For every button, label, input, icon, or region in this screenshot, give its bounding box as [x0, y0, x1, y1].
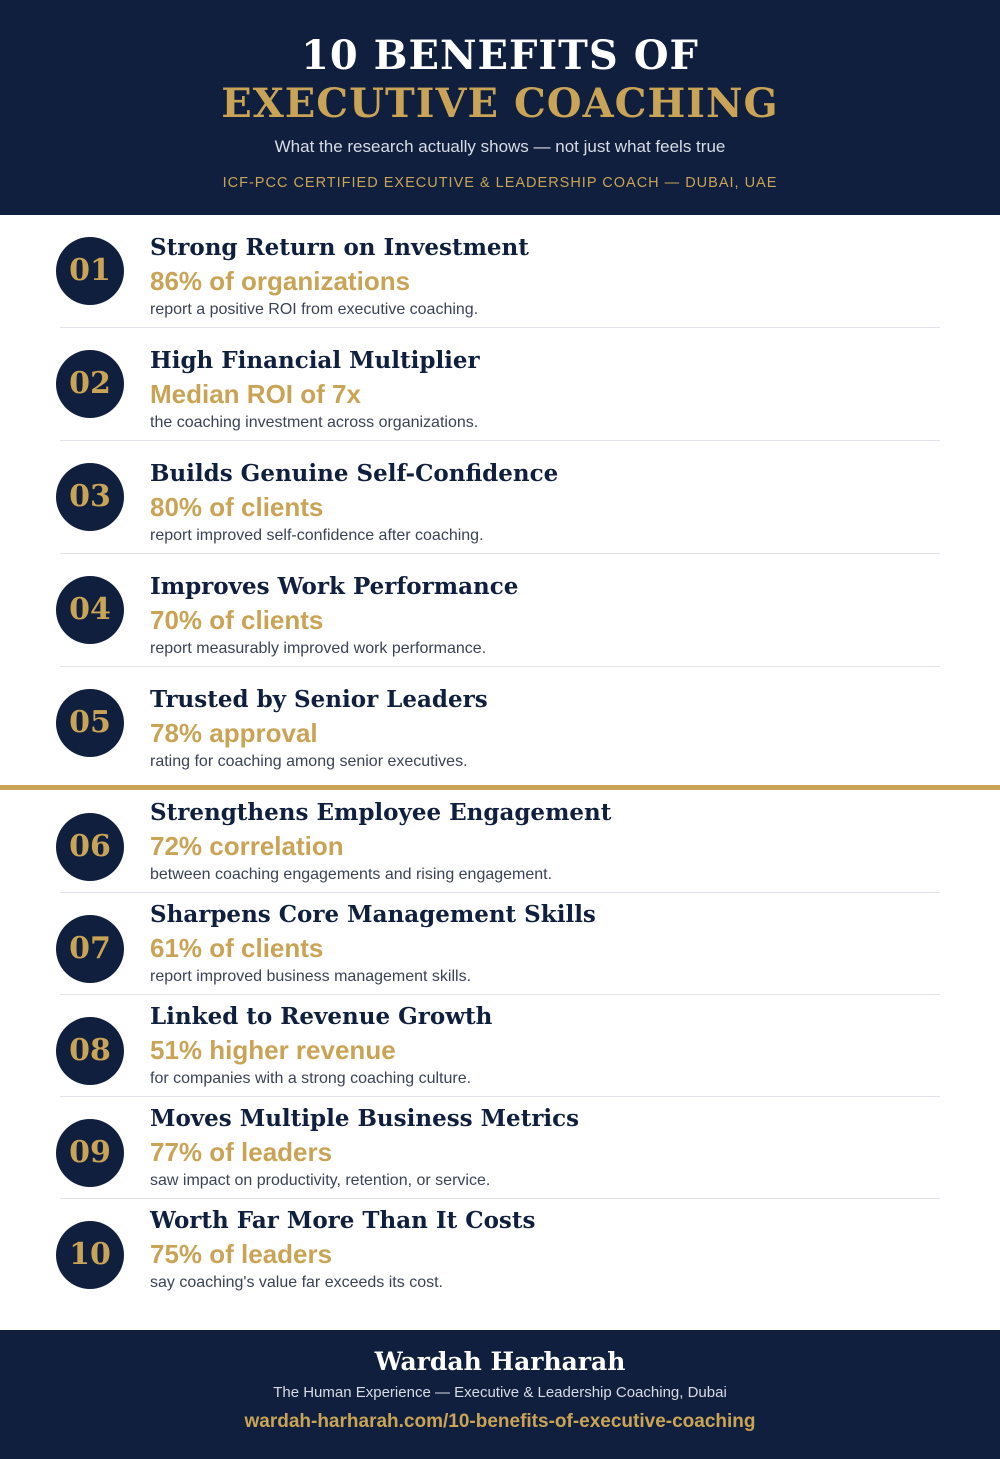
- divider: [60, 327, 940, 328]
- benefit-number-badge: 01: [56, 237, 124, 305]
- divider: [60, 892, 940, 893]
- divider: [60, 553, 940, 554]
- credential-line: ICF-PCC CERTIFIED EXECUTIVE & LEADERSHIP COACH — DUBAI, UAE: [222, 175, 778, 191]
- benefit-title: High Financial Multiplier: [150, 347, 480, 374]
- benefit-number-badge: 08: [56, 1017, 124, 1085]
- title-line-2: EXECUTIVE COACHING: [221, 80, 779, 127]
- benefit-title: Strong Return on Investment: [150, 234, 529, 261]
- benefit-number-badge: 05: [56, 689, 124, 757]
- benefit-title: Trusted by Senior Leaders: [150, 686, 488, 713]
- benefit-number-badge: 04: [56, 576, 124, 644]
- benefit-title: Sharpens Core Management Skills: [150, 901, 596, 928]
- benefit-number-badge: 07: [56, 915, 124, 983]
- benefit-description: saw impact on productivity, retention, or service.: [150, 1172, 491, 1189]
- title-line-1: 10 BENEFITS OF: [301, 32, 699, 79]
- header-banner: [0, 0, 1000, 215]
- benefit-number-badge: 09: [56, 1119, 124, 1187]
- benefit-title: Improves Work Performance: [150, 573, 519, 600]
- benefit-title: Builds Genuine Self-Confidence: [150, 460, 559, 487]
- benefit-stat: Median ROI of 7x: [150, 379, 361, 409]
- divider: [60, 1198, 940, 1199]
- benefit-title: Linked to Revenue Growth: [150, 1003, 493, 1030]
- benefit-number-badge: 02: [56, 350, 124, 418]
- author-name: Wardah Harharah: [374, 1347, 626, 1376]
- divider: [60, 666, 940, 667]
- benefit-description: between coaching engagements and rising engagement.: [150, 866, 553, 883]
- benefit-stat: 86% of organizations: [150, 266, 411, 296]
- benefit-description: report measurably improved work performance.: [150, 640, 487, 657]
- benefit-stat: 75% of leaders: [150, 1239, 333, 1269]
- benefit-stat: 80% of clients: [150, 492, 324, 522]
- website-link[interactable]: wardah-harharah.com/10-benefits-of-executive-coaching: [244, 1411, 756, 1432]
- benefit-description: say coaching's value far exceeds its cost.: [150, 1274, 443, 1291]
- benefit-title: Worth Far More Than It Costs: [150, 1207, 536, 1234]
- benefit-stat: 78% approval: [150, 718, 318, 748]
- section-divider-gold: [0, 785, 1000, 790]
- benefit-title: Moves Multiple Business Metrics: [150, 1105, 580, 1132]
- divider: [60, 440, 940, 441]
- author-tagline: The Human Experience — Executive & Leadership Coaching, Dubai: [273, 1384, 727, 1401]
- benefit-description: report improved business management skills.: [150, 968, 472, 985]
- divider: [60, 1096, 940, 1097]
- footer-banner: [0, 1330, 1000, 1459]
- benefit-description: for companies with a strong coaching culture.: [150, 1070, 472, 1087]
- benefit-number-badge: 03: [56, 463, 124, 531]
- benefit-stat: 72% correlation: [150, 831, 344, 861]
- benefit-description: rating for coaching among senior executives.: [150, 753, 468, 770]
- benefit-stat: 51% higher revenue: [150, 1035, 396, 1065]
- benefit-description: report improved self-confidence after coaching.: [150, 527, 484, 544]
- benefit-stat: 61% of clients: [150, 933, 324, 963]
- benefit-description: report a positive ROI from executive coaching.: [150, 301, 479, 318]
- subtitle: What the research actually shows — not just what feels true: [274, 137, 726, 156]
- benefit-stat: 77% of leaders: [150, 1137, 333, 1167]
- benefit-description: the coaching investment across organizations.: [150, 414, 479, 431]
- divider: [60, 994, 940, 995]
- benefit-stat: 70% of clients: [150, 605, 324, 635]
- benefit-title: Strengthens Employee Engagement: [150, 799, 612, 826]
- benefit-number-badge: 10: [56, 1221, 124, 1289]
- benefit-number-badge: 06: [56, 813, 124, 881]
